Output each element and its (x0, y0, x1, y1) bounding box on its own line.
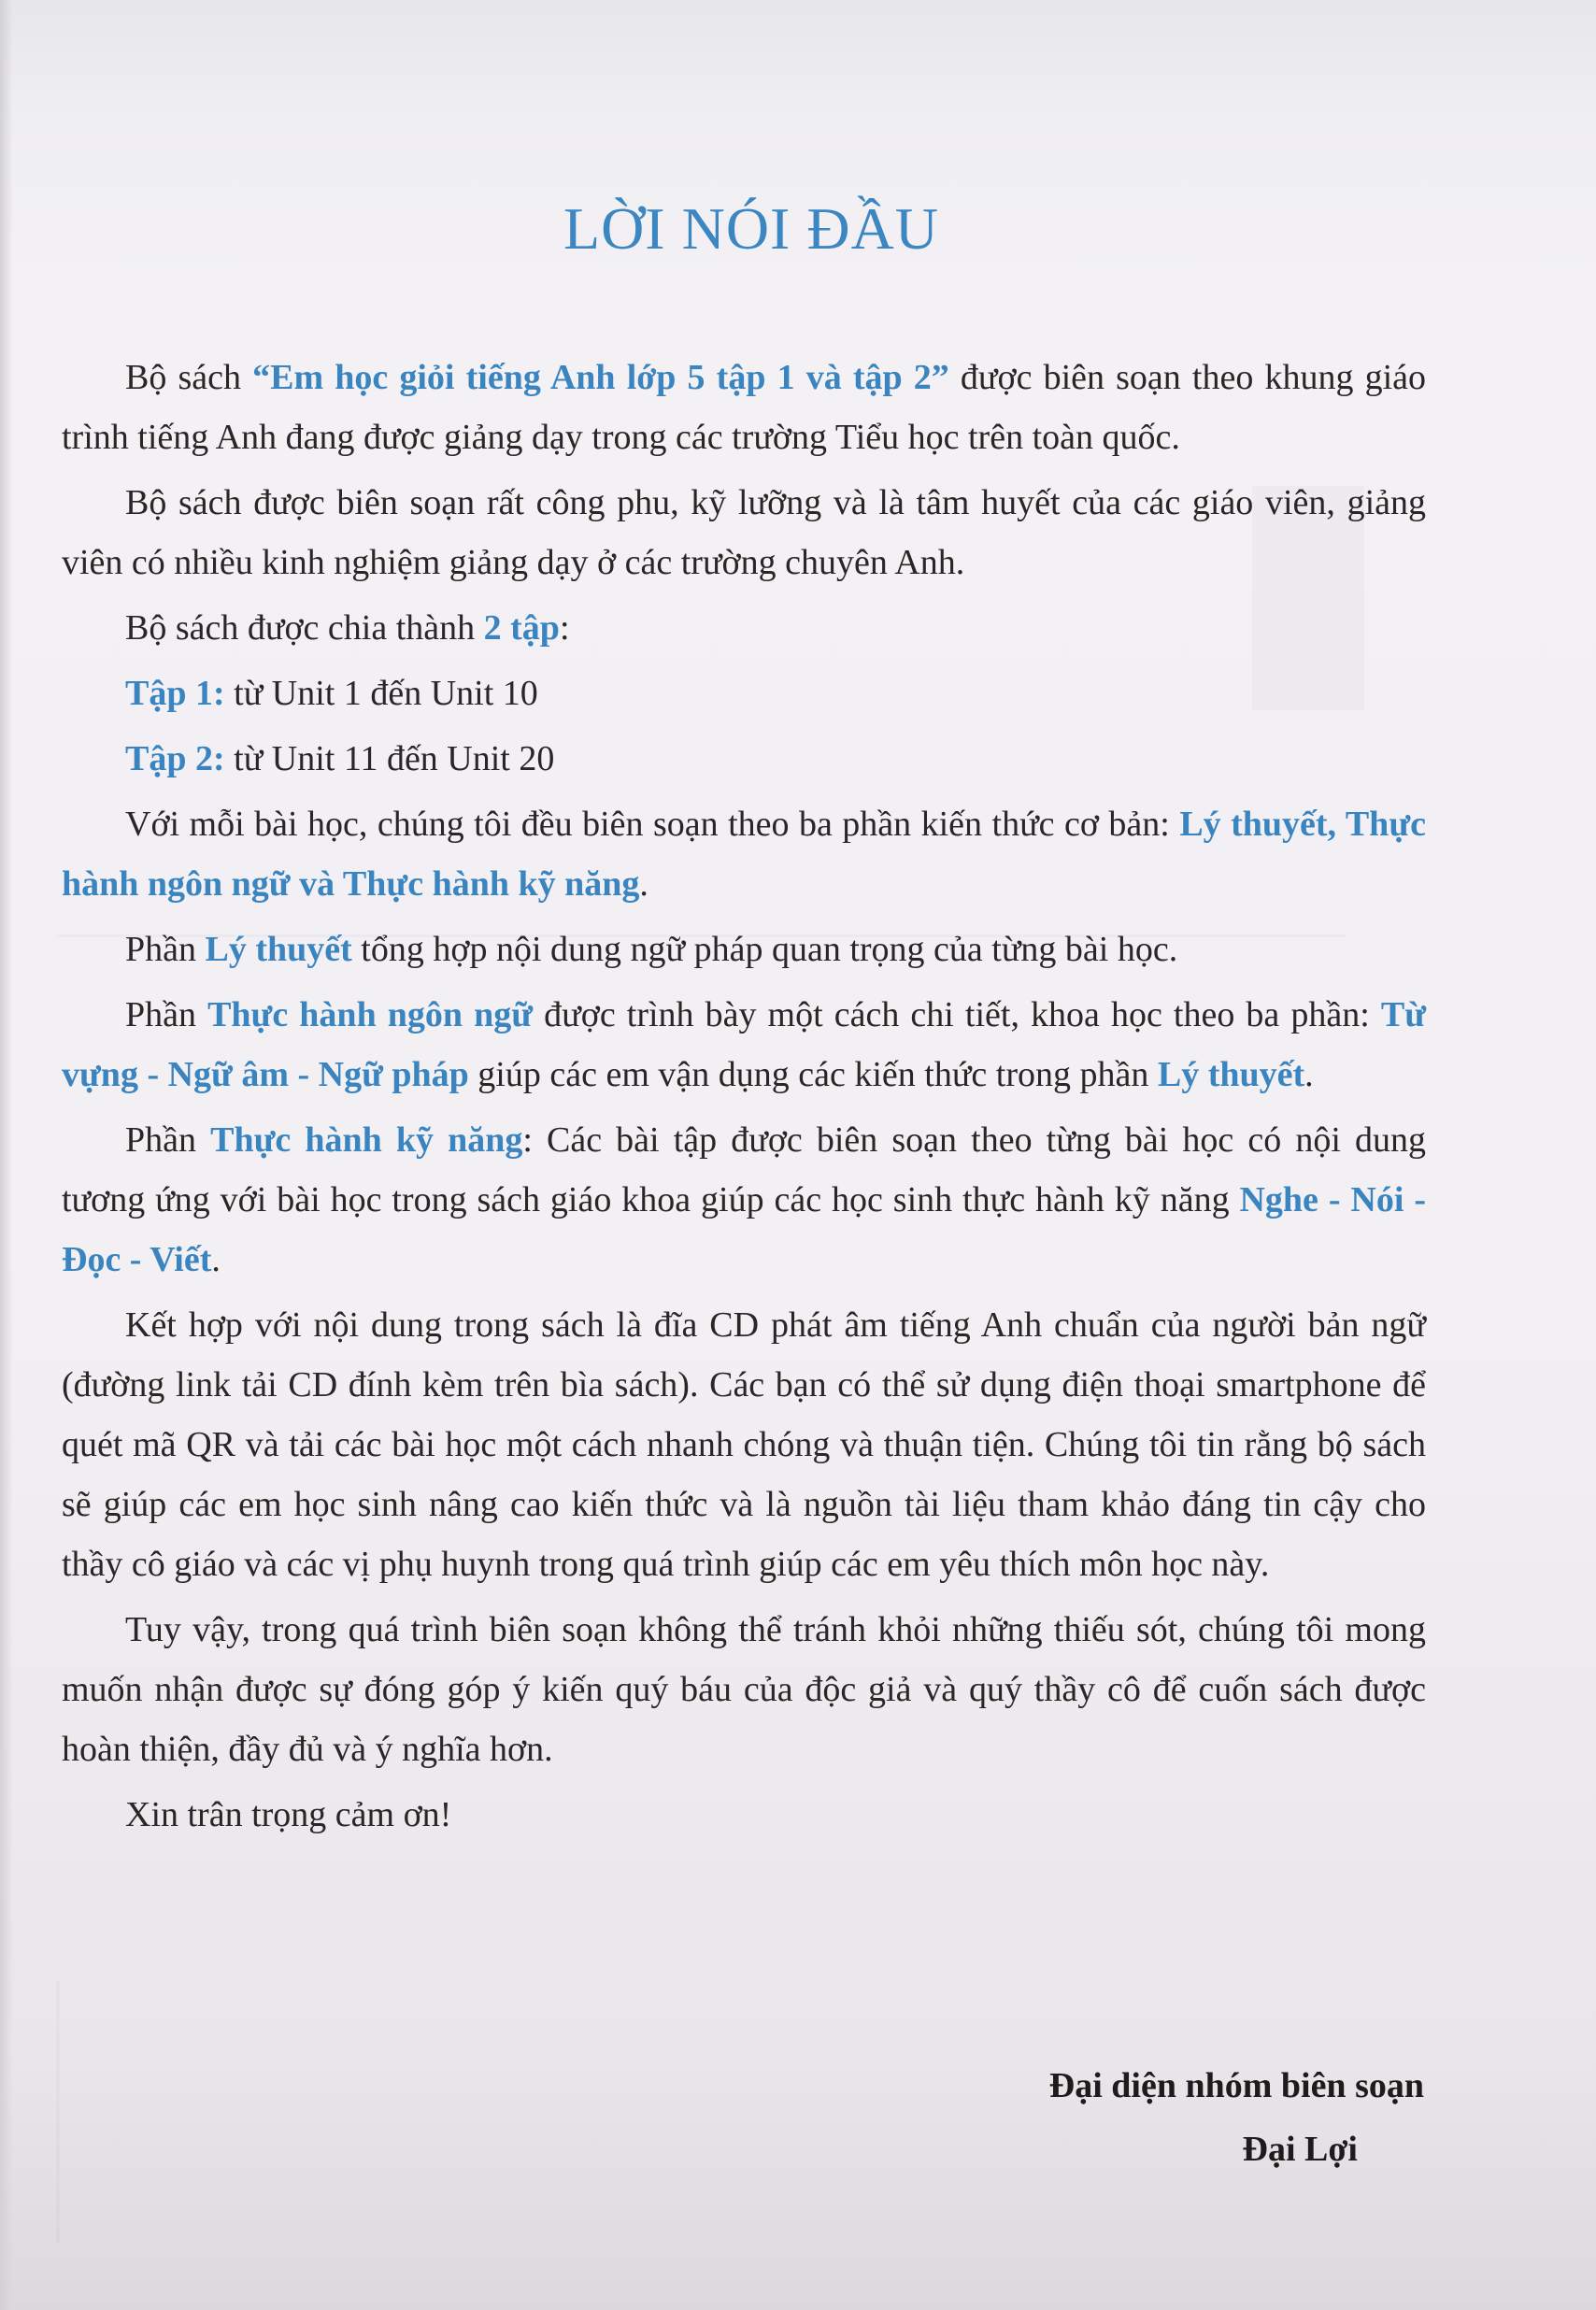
text-run: . (211, 1240, 221, 1279)
signature-role: Đại diện nhóm biên soạn (1048, 2066, 1424, 2105)
theory-highlight: Lý thuyết (1157, 1055, 1305, 1094)
page-title: LỜI NÓI ĐẦU (563, 195, 940, 262)
paragraph-authors: Bộ sách được biên soạn rất công phu, kỹ lưỡng và là tâm huyết của các giáo viên, giảng viên có nhiều kinh nghiệm giảng dạy ở các trường chuyên Anh. (62, 483, 1426, 582)
paragraph-volumes (62, 598, 1426, 658)
volume-2-label: Tập 2: (125, 739, 225, 778)
text-run: Bộ sách (125, 358, 253, 397)
paragraph-feedback: Tuy vậy, trong quá trình biên soạn không thể tránh khỏi những thiếu sót, chúng tôi mong muốn nhận được sự đóng góp ý kiến quý báu của độc giả và quý thầy cô để cuốn sách được hoàn thiện, đầy đủ và ý nghĩa hơn. (62, 1610, 1426, 1769)
paragraph-intro (62, 348, 1426, 467)
volume-1-label: Tập 1: (125, 674, 225, 713)
text-run: Bộ sách được chia thành (125, 608, 484, 648)
paragraph-cd-audio: Kết hợp với nội dung trong sách là đĩa CD phát âm tiếng Anh chuẩn của người bản ngữ (đường link tải CD đính kèm trên bìa sách). Các bạn có thể sử dụng điện thoại smartphone để quét mã QR và tải các bài học một cách nhanh chóng và thuận tiện. Chúng tôi tin rằng bộ sách sẽ giúp các em học sinh nâng cao kiến thức và là nguồn tài liệu tham khảo đáng tin cậy cho thầy cô giáo và các vị phụ huynh trong quá trình giúp các em yêu thích môn học này. (62, 1305, 1426, 1584)
volume-1-range: từ Unit 1 đến Unit 10 (224, 674, 538, 713)
text-run: Với mỗi bài học, chúng tôi đều biên soạn theo ba phần kiến thức cơ bản: (125, 805, 1180, 844)
theory-highlight: Lý thuyết (205, 930, 352, 969)
text-run: : (559, 608, 570, 648)
text-run: được trình bày một cách chi tiết, khoa học theo ba phần: (533, 995, 1381, 1034)
paragraph-language-practice (62, 985, 1426, 1105)
four-skills-highlight: Nghe - Nói - Đọc - Viết (62, 1180, 1426, 1279)
paragraph-thanks: Xin trân trọng cảm ơn! (125, 1795, 452, 1834)
text-run: . (639, 864, 648, 904)
page-edge-shadow (0, 0, 13, 2310)
volume-count-highlight: 2 tập (483, 608, 560, 648)
text-run: . (1304, 1055, 1314, 1094)
paragraph-sections (62, 794, 1426, 914)
paragraph-skills-practice (62, 1110, 1426, 1290)
volume-2-line (62, 729, 1426, 789)
sections-highlight: Lý thuyết, Thực hành ngôn ngữ và Thực hành kỹ năng (62, 805, 1426, 904)
paragraph-theory (62, 920, 1426, 979)
text-run: giúp các em vận dụng các kiến thức trong phần (468, 1055, 1158, 1094)
book-title-highlight: “Em học giỏi tiếng Anh lớp 5 tập 1 và tập 2” (252, 358, 949, 397)
preface-body (62, 348, 1426, 1850)
volume-2-range: từ Unit 11 đến Unit 20 (224, 739, 555, 778)
skills-practice-highlight: Thực hành kỹ năng (210, 1120, 523, 1160)
text-run: Phần (125, 1120, 211, 1160)
language-practice-highlight: Thực hành ngôn ngữ (207, 995, 534, 1034)
text-run: : Các bài tập được biên soạn theo từng bài học có nội dung tương ứng với bài học trong sách giáo khoa giúp các học sinh thực hành kỹ năng (62, 1120, 1427, 1219)
vocab-phonics-grammar-highlight: Từ vựng - Ngữ âm - Ngữ pháp (62, 995, 1426, 1094)
signature-name: Đại Lợi (1242, 2130, 1358, 2169)
bleed-through-region (56, 1981, 60, 2243)
text-run: Phần (125, 995, 208, 1034)
text-run: tổng hợp nội dung ngữ pháp quan trọng của từng bài học. (351, 930, 1178, 969)
text-run: được biên soạn theo khung giáo trình tiếng Anh đang được giảng dạy trong các trường Tiểu học trên toàn quốc. (62, 358, 1427, 457)
text-run: Phần (125, 930, 206, 969)
volume-1-line (62, 663, 1426, 723)
